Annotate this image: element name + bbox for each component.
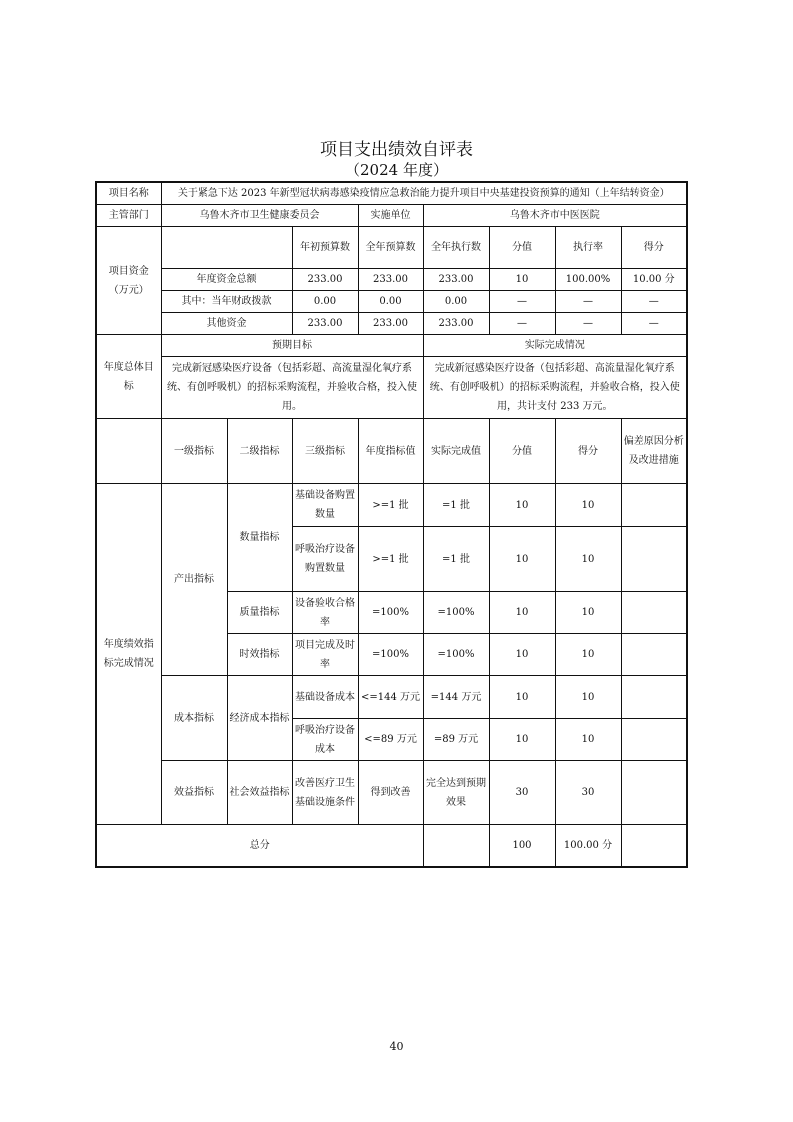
indicator-header: 得分 — [555, 419, 621, 484]
indicator-score-value: 10 — [489, 719, 555, 761]
indicator-score: 30 — [555, 761, 621, 825]
page-subtitle: （2024 年度） — [345, 161, 448, 179]
indicator-actual: =100% — [423, 592, 489, 634]
level2-time: 时效指标 — [227, 634, 292, 676]
indicator-score-value: 10 — [489, 527, 555, 592]
actual-result-text: 完成新冠感染医疗设备（包括彩超、高流量湿化氧疗系统、有创呼吸机）的招标采购流程，并验收合格，投入使用，共计支付 233 万元。 — [423, 357, 687, 419]
expected-goal-header: 预期目标 — [161, 335, 423, 357]
indicator-header: 分值 — [489, 419, 555, 484]
indicator-header: 一级指标 — [161, 419, 227, 484]
indicator-header: 二级指标 — [227, 419, 292, 484]
goals-label: 年度总体目标 — [96, 335, 161, 419]
level1-cost: 成本指标 — [161, 676, 227, 761]
indicator-score-value: 10 — [489, 484, 555, 527]
expected-goal-text: 完成新冠感染医疗设备（包括彩超、高流量湿化氧疗系统、有创呼吸机）的招标采购流程，并验收合格，投入使用。 — [161, 357, 423, 419]
funds-cell: 233.00 — [423, 269, 489, 291]
funds-cell: 233.00 — [292, 313, 358, 335]
funds-header: 全年执行数 — [423, 227, 489, 269]
indicator-actual: =1 批 — [423, 484, 489, 527]
indicator-score: 10 — [555, 634, 621, 676]
level1-output: 产出指标 — [161, 484, 227, 676]
performance-table — [95, 181, 688, 868]
funds-cell: 233.00 — [292, 269, 358, 291]
indicator-score: 10 — [555, 484, 621, 527]
level2-quantity: 数量指标 — [227, 484, 292, 592]
level1-benefit: 效益指标 — [161, 761, 227, 825]
indicators-label: 年度绩效指标完成情况 — [96, 484, 161, 825]
indicator-header: 实际完成值 — [423, 419, 489, 484]
indicator-score-value: 30 — [489, 761, 555, 825]
indicator-name: 呼吸治疗设备购置数量 — [292, 527, 358, 592]
indicator-reason — [621, 484, 687, 527]
indicator-reason — [621, 527, 687, 592]
indicator-score: 10 — [555, 719, 621, 761]
actual-result-header: 实际完成情况 — [423, 335, 687, 357]
indicator-actual: 完全达到预期效果 — [423, 761, 489, 825]
funds-cell: — — [489, 291, 555, 313]
indicator-header: 偏差原因分析及改进措施 — [621, 419, 687, 484]
funds-row-label: 其他资金 — [161, 313, 292, 335]
level2-economic: 经济成本指标 — [227, 676, 292, 761]
indicator-target: <=144 万元 — [358, 676, 423, 719]
funds-row-label: 年度资金总额 — [161, 269, 292, 291]
funds-cell: 0.00 — [358, 291, 423, 313]
indicator-target: 得到改善 — [358, 761, 423, 825]
impl-unit-value: 乌鲁木齐市中医医院 — [423, 205, 687, 227]
total-score: 100.00 分 — [555, 825, 621, 867]
indicator-reason — [621, 761, 687, 825]
indicator-actual: =100% — [423, 634, 489, 676]
indicator-reason — [621, 719, 687, 761]
indicator-name: 设备验收合格率 — [292, 592, 358, 634]
funds-cell: — — [621, 313, 687, 335]
indicator-score: 10 — [555, 592, 621, 634]
project-name-label: 项目名称 — [96, 182, 161, 205]
indicator-score: 10 — [555, 527, 621, 592]
dept-value: 乌鲁木齐市卫生健康委员会 — [161, 205, 358, 227]
total-score-value: 100 — [489, 825, 555, 867]
funds-cell: — — [555, 291, 621, 313]
indicator-score-value: 10 — [489, 592, 555, 634]
funds-cell: 0.00 — [292, 291, 358, 313]
indicator-name: 基础设备成本 — [292, 676, 358, 719]
indicator-actual: =144 万元 — [423, 676, 489, 719]
funds-cell: 0.00 — [423, 291, 489, 313]
funds-header: 全年预算数 — [358, 227, 423, 269]
funds-label: 项目资金（万元） — [96, 227, 161, 335]
funds-cell: 10.00 分 — [621, 269, 687, 291]
funds-header: 执行率 — [555, 227, 621, 269]
funds-cell: 233.00 — [423, 313, 489, 335]
funds-cell: 100.00% — [555, 269, 621, 291]
funds-cell: — — [555, 313, 621, 335]
indicator-actual: =1 批 — [423, 527, 489, 592]
indicator-score-value: 10 — [489, 634, 555, 676]
funds-header-blank — [161, 227, 292, 269]
indicator-name: 呼吸治疗设备成本 — [292, 719, 358, 761]
indicator-target: =100% — [358, 634, 423, 676]
total-label: 总分 — [96, 825, 423, 867]
funds-cell: 10 — [489, 269, 555, 291]
funds-cell: 233.00 — [358, 269, 423, 291]
indicator-reason — [621, 634, 687, 676]
project-name-value: 关于紧急下达 2023 年新型冠状病毒感染疫情应急救治能力提升项目中央基建投资预算的通知（上年结转资金） — [161, 182, 687, 205]
indicator-actual: =89 万元 — [423, 719, 489, 761]
dept-label: 主管部门 — [96, 205, 161, 227]
funds-cell: 233.00 — [358, 313, 423, 335]
total-blank — [423, 825, 489, 867]
total-reason — [621, 825, 687, 867]
page-title: 项目支出绩效自评表 — [320, 140, 473, 160]
funds-cell: — — [621, 291, 687, 313]
indicator-header: 三级指标 — [292, 419, 358, 484]
indicator-name: 项目完成及时率 — [292, 634, 358, 676]
impl-unit-label: 实施单位 — [358, 205, 423, 227]
funds-header: 年初预算数 — [292, 227, 358, 269]
indicator-score: 10 — [555, 676, 621, 719]
level2-quality: 质量指标 — [227, 592, 292, 634]
funds-header: 得分 — [621, 227, 687, 269]
page-number: 40 — [389, 1040, 404, 1053]
funds-row-label: 其中：当年财政拨款 — [161, 291, 292, 313]
funds-header: 分值 — [489, 227, 555, 269]
indicators-header-blank — [96, 419, 161, 484]
indicator-target: <=89 万元 — [358, 719, 423, 761]
level2-social: 社会效益指标 — [227, 761, 292, 825]
indicator-target: =100% — [358, 592, 423, 634]
indicator-target: >=1 批 — [358, 527, 423, 592]
indicator-reason — [621, 592, 687, 634]
indicator-target: >=1 批 — [358, 484, 423, 527]
indicator-header: 年度指标值 — [358, 419, 423, 484]
indicator-score-value: 10 — [489, 676, 555, 719]
indicator-name: 改善医疗卫生基础设施条件 — [292, 761, 358, 825]
indicator-reason — [621, 676, 687, 719]
funds-cell: — — [489, 313, 555, 335]
indicator-name: 基础设备购置数量 — [292, 484, 358, 527]
